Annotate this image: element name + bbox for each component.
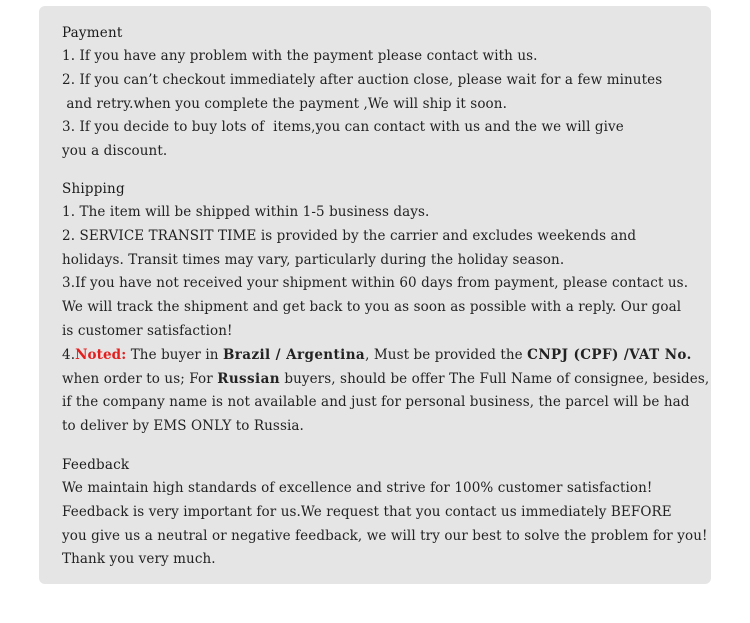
shipping-line-3: holidays. Transit times may vary, particularly during the holiday season.	[62, 251, 565, 268]
note-countries: Brazil / Argentina	[222, 346, 366, 363]
shipping-line-4: 3.If you have not received your shipment within 60 days from payment, please contact us.	[62, 275, 689, 292]
shipping-line-1: 1. The item will be shipped within 1-5 business days.	[62, 203, 430, 220]
note-text-1: The buyer in	[126, 346, 223, 363]
shipping-line-5: We will track the shipment and get back to you as soon as possible with a reply. Our goal	[62, 299, 682, 316]
payment-line-3: and retry.when you complete the payment ,We will ship it soon.	[62, 95, 507, 112]
shipping-heading: Shipping	[62, 180, 125, 197]
note-russian: Russian	[217, 370, 280, 387]
policy-panel	[39, 6, 711, 584]
payment-section	[62, 21, 711, 164]
payment-line-4: 3. If you decide to buy lots of items,you can contact with us and the we will give	[62, 119, 624, 136]
shipping-note-line-4: to deliver by EMS ONLY to Russia.	[62, 418, 304, 435]
payment-line-1: 1. If you have any problem with the payment please contact with us.	[62, 48, 538, 64]
shipping-section	[62, 177, 711, 439]
payment-heading: Payment	[62, 25, 123, 41]
feedback-heading: Feedback	[62, 456, 130, 473]
shipping-note-line-2	[62, 368, 711, 392]
payment-line-2: 2. If you can’t checkout immediately after auction close, please wait for a few minutes	[62, 71, 663, 88]
shipping-line-6: is customer satisfaction!	[62, 322, 233, 339]
shipping-line-2: 2. SERVICE TRANSIT TIME is provided by the carrier and excludes weekends and	[62, 227, 637, 244]
note-text-2: , Must be provided the	[365, 346, 528, 363]
feedback-line-1: We maintain high standards of excellence and strive for 100% customer satisfaction!	[62, 479, 653, 496]
feedback-line-4: Thank you very much.	[62, 551, 216, 568]
note-line2-text-2: buyers, should be offer The Full Name of consignee, besides,	[279, 370, 710, 387]
noted-label: Noted:	[75, 346, 127, 363]
note-line2-text-1: when order to us; For	[62, 370, 218, 387]
feedback-line-2: Feedback is very important for us.We request that you contact us immediately BEFORE	[62, 503, 672, 520]
note-ids: CNPJ (CPF) /VAT No.	[527, 346, 692, 363]
shipping-note-line-1	[62, 344, 711, 368]
feedback-line-3: you give us a neutral or negative feedback, we will try our best to solve the problem for you!	[62, 527, 708, 544]
feedback-section	[62, 453, 711, 572]
shipping-note-line-3: if the company name is not available and just for personal business, the parcel will be had	[62, 394, 690, 411]
payment-line-5: you a discount.	[62, 143, 168, 160]
note-prefix: 4.	[62, 346, 76, 363]
